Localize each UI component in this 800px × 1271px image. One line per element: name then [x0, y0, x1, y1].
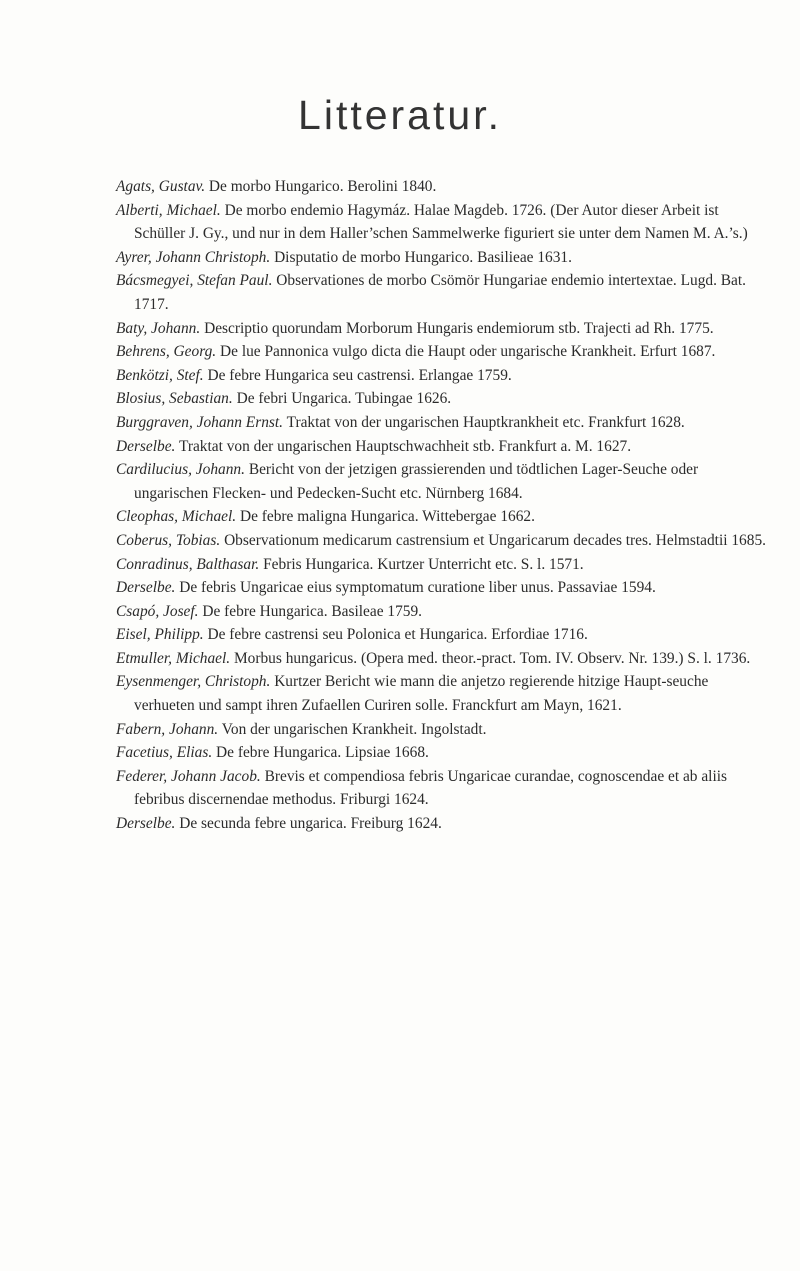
entry-text: Von der ungarischen Krankheit. Ingolstadt. [221, 720, 487, 738]
entry-text: Febris Hungarica. Kurtzer Unterricht etc. S. l. 1571. [263, 555, 584, 573]
bibliography-entry [116, 340, 766, 364]
entry-author: Baty, Johann. [116, 319, 201, 337]
entry-text: Observationes de morbo Csömör Hungariae endemio intertextae. Lugd. Bat. 1717. [134, 272, 747, 313]
entry-author: Ayrer, Johann Christoph. [116, 248, 271, 266]
entry-text: De febre Hungarica. Basileae 1759. [202, 602, 423, 620]
bibliography-entry [116, 435, 766, 459]
entry-text: Kurtzer Bericht wie mann die anjetzo regierende hitzige Haupt-seuche verhueten und sampt ihren Zufaellen Curiren solle. Franckfurt am Mayn, 1621. [134, 673, 709, 715]
bibliography-entry [116, 387, 766, 411]
bibliography-entry [116, 317, 766, 341]
entry-author: Csapó, Josef. [116, 602, 199, 620]
bibliography-entry [116, 529, 766, 553]
entry-author: Behrens, Georg. [116, 343, 217, 361]
entry-author: Facetius, Elias. [116, 744, 213, 762]
entry-author: Blosius, Sebastian. [116, 390, 233, 408]
entry-text: Brevis et compendiosa febris Ungaricae curandae, cognoscendae et ab aliis febribus discernendae methodus. Friburgi 1624. [134, 767, 727, 809]
bibliography-entry [116, 576, 766, 600]
bibliography-entry [116, 765, 766, 812]
bibliography-list [116, 175, 766, 836]
entry-author: Eisel, Philipp. [116, 626, 204, 644]
bibliography-entry [116, 647, 766, 671]
bibliography-entry [116, 718, 766, 742]
entry-text: Observationum medicarum castrensium et Ungaricarum decades tres. Helmstadtii 1685. [224, 531, 766, 549]
entry-text: Morbus hungaricus. (Opera med. theor.-pract. Tom. IV. Observ. Nr. 139.) S. l. 1736. [233, 649, 751, 667]
bibliography-entry [116, 364, 766, 388]
entry-author: Coberus, Tobias. [116, 531, 221, 549]
entry-author: Cardilucius, Johann. [116, 461, 245, 479]
entry-author: Derselbe. [116, 437, 176, 455]
entry-author: Alberti, Michael. [116, 201, 221, 219]
entry-text: Descriptio quorundam Morborum Hungaris endemiorum stb. Trajecti ad Rh. 1775. [204, 319, 714, 337]
bibliography-entry [116, 600, 766, 624]
entry-author: Fabern, Johann. [116, 720, 219, 738]
entry-author: Federer, Johann Jacob. [116, 767, 261, 785]
entry-text: De secunda febre ungarica. Freiburg 1624. [179, 815, 442, 833]
entry-author: Benkötzi, Stef. [116, 366, 204, 384]
bibliography-entry [116, 505, 766, 529]
entry-text: Traktat von der ungarischen Hauptkrankheit etc. Frankfurt 1628. [286, 413, 685, 431]
bibliography-entry [116, 741, 766, 765]
entry-author: Derselbe. [116, 815, 176, 833]
entry-author: Burggraven, Johann Ernst. [116, 413, 283, 431]
entry-text: De morbo endemio Hagymáz. Halae Magdeb. 1726. (Der Autor dieser Arbeit ist Schüller J. Gy., und nur in dem Haller’schen Sammelwerke figuriert sie unter dem Namen M. A.’s.) [134, 201, 748, 243]
entry-text: De febre Hungarica seu castrensi. Erlangae 1759. [207, 366, 512, 384]
entry-author: Cleophas, Michael. [116, 508, 237, 526]
bibliography-entry [116, 199, 766, 246]
entry-text: De febri Ungarica. Tubingae 1626. [236, 390, 452, 408]
entry-text: De lue Pannonica vulgo dicta die Haupt oder ungarische Krankheit. Erfurt 1687. [220, 343, 716, 361]
entry-text: De febre Hungarica. Lipsiae 1668. [216, 744, 429, 762]
entry-text: De morbo Hungarico. Berolini 1840. [208, 178, 437, 195]
entry-author: Derselbe. [116, 579, 176, 597]
bibliography-entry [116, 623, 766, 647]
bibliography-entry [116, 269, 766, 316]
entry-author: Bácsmegyei, Stefan Paul. [116, 272, 273, 290]
entry-text: Disputatio de morbo Hungarico. Basilieae 1631. [274, 248, 572, 266]
entry-author: Conradinus, Balthasar. [116, 555, 260, 573]
entry-author: Eysenmenger, Christoph. [116, 673, 271, 691]
bibliography-entry [116, 246, 766, 270]
page-title: Litteratur. [298, 92, 502, 138]
bibliography-entry [116, 670, 766, 717]
bibliography-entry [116, 458, 766, 505]
entry-text: De febre maligna Hungarica. Wittebergae 1662. [239, 508, 535, 526]
bibliography-entry [116, 553, 766, 577]
entry-text: De febris Ungaricae eius symptomatum curatione liber unus. Passaviae 1594. [179, 579, 656, 597]
bibliography-entry [116, 411, 766, 435]
entry-author: Etmuller, Michael. [116, 649, 231, 667]
entry-text: Traktat von der ungarischen Hauptschwachheit stb. Frankfurt a. M. 1627. [178, 437, 632, 455]
entry-author: Agats, Gustav. [116, 178, 206, 195]
entry-text: Bericht von der jetzigen grassierenden und tödtlichen Lager-Seuche oder ungarischen Flecken- und Pedecken-Sucht etc. Nürnberg 1684. [134, 461, 699, 502]
bibliography-entry [116, 812, 766, 836]
bibliography-entry [116, 175, 766, 199]
entry-text: De febre castrensi seu Polonica et Hungarica. Erfordiae 1716. [207, 626, 588, 644]
